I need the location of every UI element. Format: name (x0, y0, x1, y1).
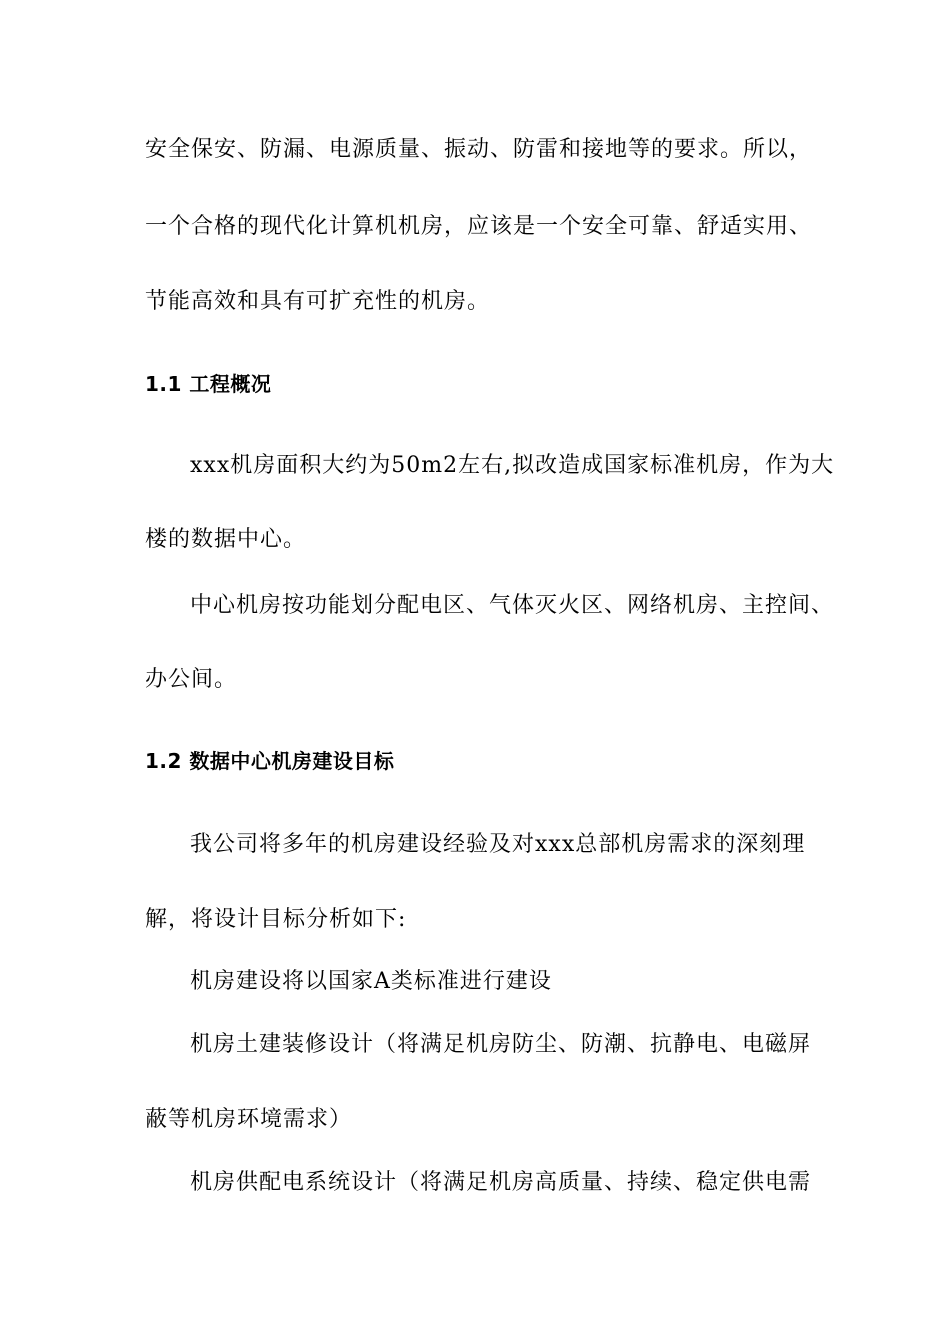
intro-line-3: 节能高效和具有可扩充性的机房。 (145, 289, 491, 314)
section-1-1-para2-line1: 中心机房按功能划分配电区、气体灭火区、网络机房、主控间、 (190, 593, 835, 618)
section-1-1-para1-line2: 楼的数据中心。 (145, 527, 307, 552)
section-1-2-item-2-line1: 机房土建装修设计（将满足机房防尘、防潮、抗静电、电磁屏 (190, 1032, 812, 1057)
intro-line-1: 安全保安、防漏、电源质量、振动、防雷和接地等的要求。所以， (145, 137, 813, 162)
section-1-2-item-1: 机房建设将以国家A类标准进行建设 (190, 969, 552, 994)
section-1-2-para1-line1: 我公司将多年的机房建设经验及对xxx总部机房需求的深刻理 (190, 832, 806, 857)
section-1-1-para2-line2: 办公间。 (145, 667, 238, 692)
section-1-2-heading: 1.2 数据中心机房建设目标 (145, 749, 395, 773)
section-1-2-item-3-line1: 机房供配电系统设计（将满足机房高质量、持续、稳定供电需 (190, 1170, 812, 1195)
section-1-2-item-2-line2: 蔽等机房环境需求） (145, 1107, 353, 1132)
section-1-1-heading: 1.1 工程概况 (145, 372, 272, 396)
intro-line-2: 一个合格的现代化计算机机房，应该是一个安全可靠、舒适实用、 (145, 214, 813, 239)
section-1-2-para1-line2: 解，将设计目标分析如下: (145, 907, 407, 932)
section-1-1-para1-line1: xxx机房面积大约为50m2左右,拟改造成国家标准机房，作为大 (190, 453, 835, 478)
